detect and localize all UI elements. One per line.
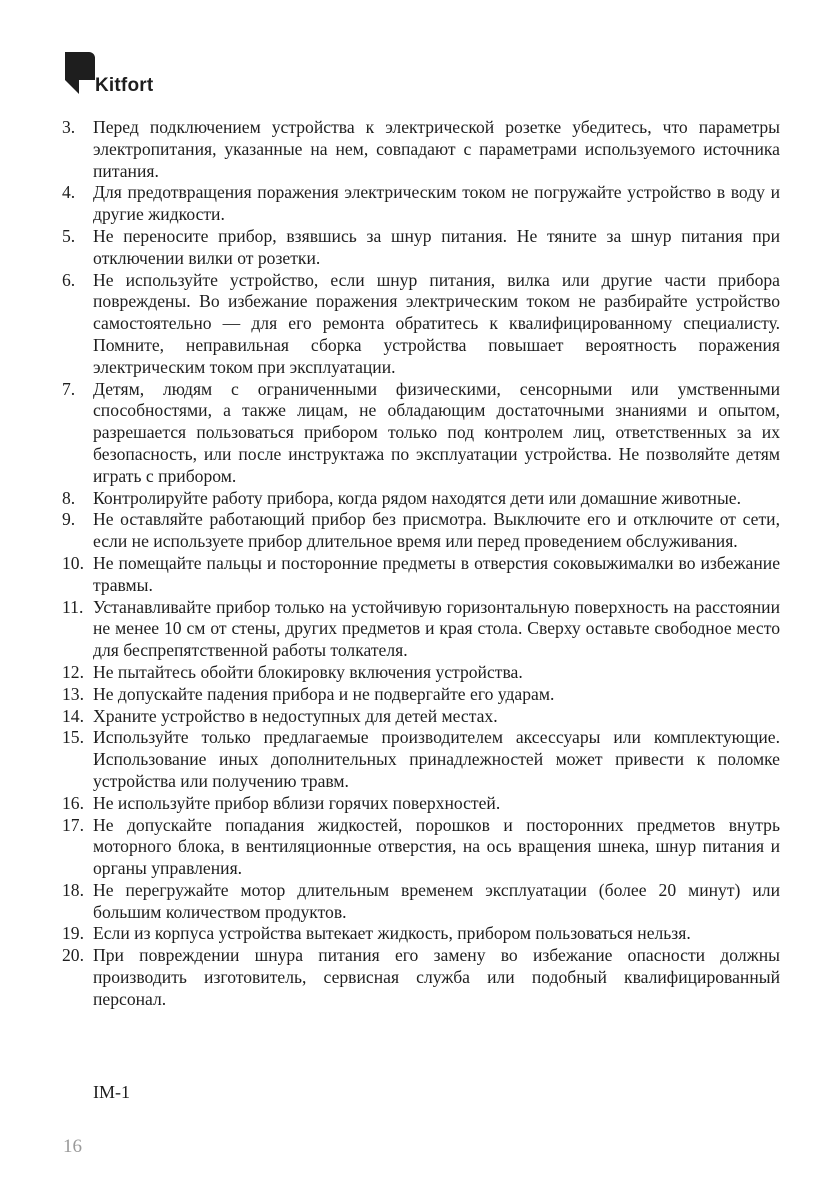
safety-instructions-list [62, 117, 780, 1011]
list-item [62, 662, 780, 684]
item-number: 11. [62, 596, 84, 617]
item-number: 5. [62, 225, 76, 246]
item-number: 4. [62, 182, 76, 203]
list-item [62, 706, 780, 728]
item-text: Не допускайте попадания жидкостей, порошков и посторонних предметов внутрь моторного блока, в вентиляционные отверстия, на ось вращения шнека, шнур питания и органы управления. [93, 814, 780, 879]
page-number: 16 [63, 1136, 82, 1157]
list-item [62, 597, 780, 662]
item-number: 13. [62, 683, 84, 704]
brand-name: Kitfort [95, 75, 154, 96]
item-number: 7. [62, 378, 76, 399]
item-text: Детям, людям с ограниченными физическими, сенсорными или умственными способностями, а также лицам, не обладающим достаточными знаниями и опытом, разрешается пользоваться прибором только под контролем лиц, ответственных за их безопасность, или после инструктажа по эксплуатации устройства. Не позволяйте детям играть с прибором. [93, 378, 780, 486]
item-text: Не перегружайте мотор длительным временем эксплуатации (более 20 минут) или большим количеством продуктов. [93, 879, 780, 922]
kitfort-logo-icon [63, 50, 97, 96]
item-text: Не используйте прибор вблизи горячих поверхностей. [93, 792, 501, 813]
list-item [62, 684, 780, 706]
list-item [62, 488, 780, 510]
list-item [62, 379, 780, 488]
item-number: 9. [62, 509, 76, 530]
item-text: Храните устройство в недоступных для детей местах. [93, 705, 498, 726]
model-code: IM-1 [93, 1082, 130, 1102]
brand-logo [63, 48, 153, 96]
list-item [62, 815, 780, 880]
list-item [62, 793, 780, 815]
item-number: 14. [62, 705, 84, 726]
list-item [62, 923, 780, 945]
list-item [62, 945, 780, 1010]
item-text: Не помещайте пальцы и посторонние предметы в отверстия соковыжималки во избежание травмы. [93, 552, 780, 595]
item-number: 3. [62, 117, 76, 137]
list-item [62, 270, 780, 379]
list-item [62, 117, 780, 182]
item-number: 17. [62, 814, 84, 835]
list-item [62, 727, 780, 792]
item-text: Если из корпуса устройства вытекает жидкость, прибором пользоваться нельзя. [93, 923, 691, 944]
item-number: 19. [62, 923, 84, 944]
item-number: 20. [62, 945, 84, 966]
item-text: Не допускайте падения прибора и не подвергайте его ударам. [93, 683, 555, 704]
item-text: Используйте только предлагаемые производителем аксессуары или комплектующие. Использование иных дополнительных принадлежностей может привести к поломке устройства или получению травм. [93, 727, 780, 791]
list-item [62, 509, 780, 553]
list-item [62, 182, 780, 226]
item-number: 16. [62, 792, 84, 813]
item-text: При повреждении шнура питания его замену во избежание опасности должны производить изготовитель, сервисная служба или подобный квалифицированный персонал. [93, 945, 780, 1009]
item-number: 8. [62, 487, 76, 508]
item-text: Не пытайтесь обойти блокировку включения устройства. [93, 661, 523, 682]
item-text: Перед подключением устройства к электрической розетке убедитесь, что параметры электропитания, указанные на нем, совпадают с параметрами используемого источника питания. [93, 117, 780, 181]
item-text: Не оставляйте работающий прибор без присмотра. Выключите его и отключите от сети, если не используете прибор длительное время или перед проведением обслуживания. [93, 509, 780, 552]
item-number: 10. [62, 552, 84, 573]
item-number: 15. [62, 727, 84, 748]
list-item [62, 226, 780, 270]
item-text: Не используйте устройство, если шнур питания, вилка или другие части прибора повреждены. Во избежание поражения электрическим током не разбирайте устройство самостоятельно — для его ремонта обратитесь к квалифицированному специалисту. Помните, неправильная сборка устройства повышает вероятность поражения электрическим током при эксплуатации. [93, 269, 780, 377]
item-text: Устанавливайте прибор только на устойчивую горизонтальную поверхность на расстоянии не менее 10 см от стены, других предметов и края стола. Сверху оставьте свободное место для беспрепятственной работы толкателя. [93, 596, 780, 661]
item-text: Контролируйте работу прибора, когда рядом находятся дети или домашние животные. [93, 487, 741, 508]
item-text: Для предотвращения поражения электрическим током не погружайте устройство в воду и другие жидкости. [93, 182, 780, 225]
item-number: 18. [62, 879, 84, 900]
list-item [62, 880, 780, 924]
item-text: Не переносите прибор, взявшись за шнур питания. Не тяните за шнур питания при отключении вилки от розетки. [93, 225, 780, 268]
list-item [62, 553, 780, 597]
item-number: 6. [62, 269, 76, 290]
item-number: 12. [62, 661, 84, 682]
